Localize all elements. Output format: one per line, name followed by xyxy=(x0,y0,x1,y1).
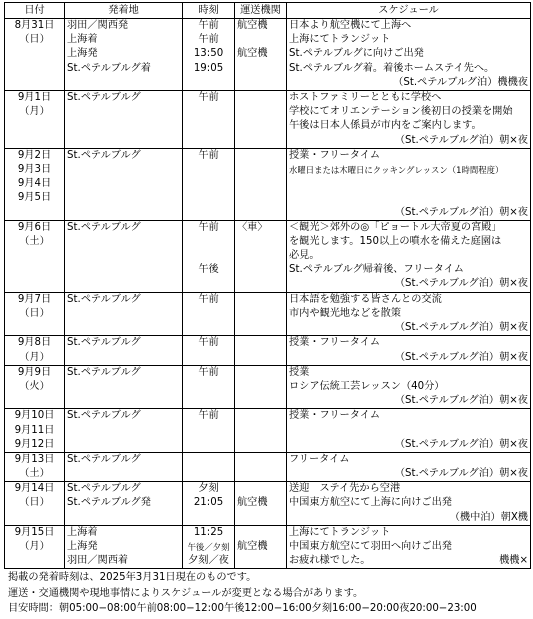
date-cell xyxy=(5,365,65,409)
date-cell xyxy=(5,525,65,569)
time-line: 午前 xyxy=(198,366,219,378)
place-line: St.ペテルブルグ xyxy=(67,92,141,103)
date-line: 9月14日 xyxy=(14,483,55,495)
table-row xyxy=(5,482,531,526)
date-cell xyxy=(5,148,65,220)
itinerary-table xyxy=(4,2,531,569)
table-row xyxy=(5,148,531,220)
place-line: St.ペテルブルグ着 xyxy=(67,62,151,74)
place-line: 上海発 xyxy=(67,48,98,60)
time-line: 午前 xyxy=(198,293,219,305)
schedule-line: 日本より航空機にて上海へ xyxy=(289,20,412,31)
date-line: （日） xyxy=(19,497,50,509)
schedule-line: を観光します。150以上の噴水を備えた庭園は xyxy=(289,235,502,247)
schedule-cell xyxy=(287,452,531,481)
place-cell xyxy=(65,452,183,481)
lodging-meals: （St.ペテルブルグ泊）朝×夜 xyxy=(394,134,528,146)
lodging-meals: （St.ペテルブルグ泊）朝×夜 xyxy=(394,468,528,480)
footnotes xyxy=(8,570,533,617)
place-line: 上海発 xyxy=(67,541,98,553)
schedule-line xyxy=(289,177,528,191)
place-line: St.ペテルブルグ xyxy=(67,483,141,495)
time-line: 11:25 xyxy=(193,526,224,538)
date-line: 9月9日 xyxy=(17,366,52,378)
table-row xyxy=(5,525,531,569)
time-line: 午前 xyxy=(198,20,219,31)
place-line: St.ペテルブルグ xyxy=(67,337,141,349)
transport-cell xyxy=(235,365,287,409)
footnote-line: 掲載の発着時刻は、2025年3月31日現在のものです。 xyxy=(8,572,257,583)
transport-line: 航空機 xyxy=(237,541,268,553)
schedule-cell xyxy=(287,19,531,91)
date-line: 9月5日 xyxy=(17,192,52,204)
schedule-cell xyxy=(287,409,531,453)
time-cell xyxy=(183,336,235,365)
time-line: 午後 xyxy=(198,264,219,276)
schedule-cell xyxy=(287,336,531,365)
schedule-line: 上海にてトランジット xyxy=(289,34,391,46)
footnote-line: 運送・交通機関や現地事情によりスケジュールが変更となる場合があります。 xyxy=(8,587,364,599)
table-row xyxy=(5,452,531,481)
transport-cell xyxy=(235,19,287,91)
time-cell xyxy=(183,220,235,292)
place-line: 上海着 xyxy=(67,34,98,46)
time-line: 夕刻／夜 xyxy=(188,555,229,567)
transport-line xyxy=(237,482,284,496)
schedule-cell xyxy=(287,148,531,220)
header-schedule: スケジュール xyxy=(287,3,531,19)
schedule-cell xyxy=(287,220,531,292)
place-line: 羽田／関西着 xyxy=(67,555,129,567)
transport-cell xyxy=(235,148,287,220)
transport-cell xyxy=(235,292,287,336)
table-row xyxy=(5,336,531,365)
schedule-line: St.ペテルブルグ帰着後、フリータイム xyxy=(289,264,464,276)
schedule-line: 市内や観光地などを散策 xyxy=(289,307,402,319)
time-cell xyxy=(183,148,235,220)
date-line: （日） xyxy=(19,307,50,319)
date-cell xyxy=(5,452,65,481)
schedule-cell xyxy=(287,482,531,526)
time-line: 21:05 xyxy=(193,497,224,509)
date-line: 9月6日 xyxy=(17,221,52,233)
time-cell xyxy=(183,292,235,336)
place-line: St.ペテルブルグ xyxy=(67,293,141,305)
time-line xyxy=(185,235,232,249)
schedule-line: 学校にてオリエンテーション後初日の授業を開始 xyxy=(289,106,513,118)
time-line xyxy=(185,249,232,263)
place-cell xyxy=(65,482,183,526)
time-line: 午前 xyxy=(198,34,219,46)
date-line: （月） xyxy=(19,351,50,363)
date-line: （土） xyxy=(19,468,50,480)
time-line: 13:50 xyxy=(193,48,224,60)
schedule-line: 授業 xyxy=(289,366,310,378)
schedule-line: 授業・フリータイム xyxy=(289,149,381,161)
place-line: St.ペテルブルグ xyxy=(67,410,141,422)
schedule-line xyxy=(289,191,528,205)
date-cell xyxy=(5,220,65,292)
time-line: 午前 xyxy=(198,337,219,349)
time-cell xyxy=(183,365,235,409)
schedule-line: 午後は日本人係員が市内をご案内します。 xyxy=(289,120,482,132)
lodging-meals: （St.ペテルブルグ泊）朝×夜 xyxy=(394,206,528,218)
time-line: 午後／夕刻 xyxy=(187,542,230,553)
lodging-meals: （St.ペテルブルグ泊）朝×夜 xyxy=(394,278,528,290)
date-line: 8月31日 xyxy=(14,20,55,31)
date-cell xyxy=(5,292,65,336)
transport-line xyxy=(237,526,284,540)
lodging-meals: （St.ペテルブルグ泊）朝×夜 xyxy=(394,322,528,334)
place-line: St.ペテルブルグ発 xyxy=(67,497,151,509)
transport-cell xyxy=(235,220,287,292)
schedule-line: 中国東方航空にて羽田へ向けご出発 xyxy=(289,541,452,553)
header-place: 発着地 xyxy=(65,3,183,19)
schedule-line: 送迎 ステイ先から空港 xyxy=(289,483,401,495)
date-line: 9月4日 xyxy=(17,178,52,190)
table-header-row xyxy=(5,3,531,19)
date-line: 9月12日 xyxy=(14,438,55,450)
transport-line: 〈車〉 xyxy=(237,221,268,233)
schedule-line: 必見。 xyxy=(289,250,320,262)
date-line: 9月15日 xyxy=(14,526,55,538)
schedule-line: 中国東方航空にて上海に向けご出発 xyxy=(289,497,452,509)
date-cell xyxy=(5,91,65,149)
transport-cell xyxy=(235,91,287,149)
place-cell xyxy=(65,292,183,336)
schedule-line: お疲れ様でした。 機機× xyxy=(289,554,528,568)
schedule-line: St.ペテルブルグ着。着後ホームステイ先へ。 xyxy=(289,62,495,74)
transport-cell xyxy=(235,336,287,365)
lodging-meals: （St.ペテルブルグ泊）朝×夜 xyxy=(394,438,528,450)
place-line: St.ペテルブルグ xyxy=(67,366,141,378)
transport-line xyxy=(237,554,284,568)
time-line: 午前 xyxy=(198,149,219,161)
date-cell xyxy=(5,482,65,526)
date-cell xyxy=(5,19,65,91)
time-line: 午前 xyxy=(198,92,219,103)
time-cell xyxy=(183,452,235,481)
schedule-line: 上海にてトランジット xyxy=(289,526,391,538)
header-time: 時刻 xyxy=(183,3,235,19)
transport-cell xyxy=(235,482,287,526)
time-line: 19:05 xyxy=(193,62,224,74)
table-row xyxy=(5,19,531,91)
transport-line xyxy=(237,33,284,47)
time-cell xyxy=(183,91,235,149)
time-line: 夕刻 xyxy=(198,483,219,495)
schedule-line xyxy=(289,424,528,438)
itinerary-page xyxy=(4,2,530,615)
schedule-line: ＜観光＞郊外の◎「ピョートル大帝夏の宮殿」 xyxy=(289,221,502,233)
schedule-line: 水曜日または木曜日にクッキングレッスン（1時間程度） xyxy=(289,164,504,175)
transport-cell xyxy=(235,452,287,481)
place-line: 上海着 xyxy=(67,526,98,538)
lodging-meals: （機中泊）朝X機 xyxy=(449,511,528,523)
transport-line: 航空機 xyxy=(237,20,268,31)
place-line: St.ペテルブルグ xyxy=(67,221,141,233)
date-line: 9月1日 xyxy=(17,92,52,103)
lodging-meals: 機機× xyxy=(499,555,528,567)
footnote-line: 目安時間：朝05:00−08:00午前08:00−12:00午後12:00−16:00夕刻16:00−20:00夜20:00−23:00 xyxy=(8,603,477,615)
place-line: 羽田／関西発 xyxy=(67,20,129,31)
schedule-cell xyxy=(287,292,531,336)
place-line: St.ペテルブルグ xyxy=(67,149,141,161)
transport-cell xyxy=(235,409,287,453)
schedule-line: 日本語を勉強する皆さんとの交流 xyxy=(289,293,442,305)
table-row xyxy=(5,365,531,409)
date-line: （月） xyxy=(19,106,50,118)
schedule-line: ロシア伝統工芸レッスン（40分） xyxy=(289,380,445,392)
schedule-cell xyxy=(287,365,531,409)
transport-cell xyxy=(235,525,287,569)
place-cell xyxy=(65,220,183,292)
transport-line: 航空機 xyxy=(237,497,268,509)
schedule-cell xyxy=(287,91,531,149)
header-date: 日付 xyxy=(5,3,65,19)
place-cell xyxy=(65,148,183,220)
date-line: （土） xyxy=(19,235,50,247)
date-line: （火） xyxy=(19,380,50,392)
time-line: 午前 xyxy=(198,410,219,422)
lodging-meals: （St.ペテルブルグ泊）朝×夜 xyxy=(394,395,528,407)
schedule-line: 授業・フリータイム xyxy=(289,337,381,349)
time-cell xyxy=(183,525,235,569)
date-line: （日） xyxy=(19,34,50,46)
date-line: 9月7日 xyxy=(17,293,52,305)
schedule-line: ホストファミリーとともに学校へ xyxy=(289,92,442,103)
schedule-line: フリータイム xyxy=(289,453,350,465)
table-row xyxy=(5,91,531,149)
lodging-meals: （St.ペテルブルグ泊）朝×夜 xyxy=(394,351,528,363)
date-line: 9月13日 xyxy=(14,453,55,465)
table-row xyxy=(5,292,531,336)
header-transport: 運送機関 xyxy=(235,3,287,19)
place-cell xyxy=(65,91,183,149)
time-line: 午前 xyxy=(198,221,219,233)
place-cell xyxy=(65,409,183,453)
time-cell xyxy=(183,19,235,91)
date-line: 9月10日 xyxy=(14,410,55,422)
place-line: St.ペテルブルグ xyxy=(67,453,141,465)
transport-line xyxy=(237,62,284,76)
transport-line: 航空機 xyxy=(237,48,268,60)
date-line: 9月8日 xyxy=(17,337,52,349)
date-cell xyxy=(5,336,65,365)
place-cell xyxy=(65,336,183,365)
schedule-line: St.ペテルブルグに向けご出発 xyxy=(289,48,424,60)
date-line: 9月2日 xyxy=(17,149,52,161)
schedule-cell xyxy=(287,525,531,569)
date-cell xyxy=(5,409,65,453)
place-cell xyxy=(65,525,183,569)
lodging-meals: （St.ペテルブルグ泊）機機夜 xyxy=(393,76,528,88)
date-line: 9月3日 xyxy=(17,163,52,175)
schedule-line: 授業・フリータイム xyxy=(289,410,381,422)
time-cell xyxy=(183,409,235,453)
table-row xyxy=(5,220,531,292)
table-row xyxy=(5,409,531,453)
place-cell xyxy=(65,19,183,91)
place-cell xyxy=(65,365,183,409)
date-line: 9月11日 xyxy=(14,424,55,436)
time-cell xyxy=(183,482,235,526)
date-line: （月） xyxy=(19,541,50,553)
